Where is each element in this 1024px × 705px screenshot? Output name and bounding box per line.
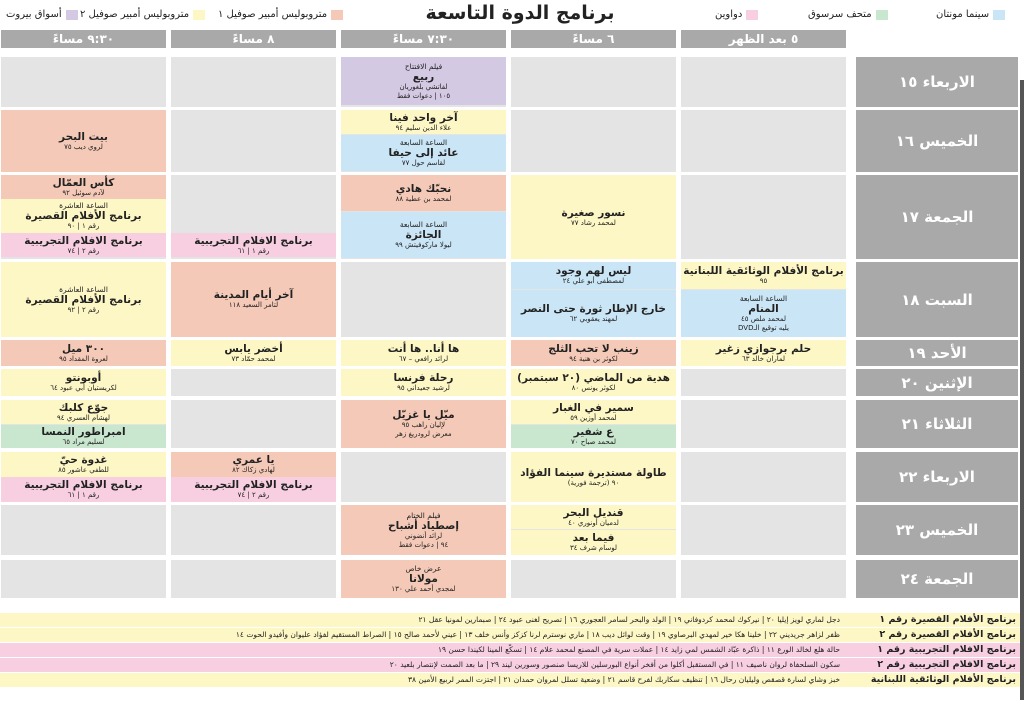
event-block[interactable] xyxy=(171,477,336,502)
event-title: آخر واحد فينا xyxy=(389,111,458,124)
grid-cell xyxy=(171,400,336,448)
legend-item xyxy=(80,9,205,20)
event-credit: لدميان أونوري ٤٠ xyxy=(568,518,619,527)
event-block[interactable] xyxy=(511,290,676,337)
event-title: طاولة مستديرة سينما الفؤاد xyxy=(520,466,667,479)
event-credit: لكريستيان أبي عبود ٦٤ xyxy=(50,384,117,392)
column-header: ٨ مساءً xyxy=(171,30,336,48)
event-extra: رقم ٢ | ٧٤ xyxy=(67,246,100,255)
event-title: رحلة فرنسا xyxy=(393,372,454,384)
event-title: ٣٠٠ ميل xyxy=(61,342,106,355)
legend-label: متروبوليس أمبير صوفيل ٢ xyxy=(80,9,190,20)
column-header: ٦ مساءً xyxy=(511,30,676,48)
event-extra: ١٠٥ | دعوات فقط xyxy=(396,91,451,100)
event-title: برنامج الافلام التجريبية xyxy=(24,479,143,491)
legend-swatch xyxy=(331,10,343,20)
day-header: الجمعة ٢٤ xyxy=(856,560,1018,598)
legend-label: متحف سرسوق xyxy=(808,9,872,20)
event-block[interactable] xyxy=(1,262,166,337)
event-small: الساعة السابعة xyxy=(739,294,788,303)
event-title: برنامج الأفلام الوثائقية اللبنانية xyxy=(683,265,844,277)
day-header: الخميس ١٦ xyxy=(856,110,1018,172)
event-block[interactable] xyxy=(171,233,336,257)
day-header: الخميس ٢٣ xyxy=(856,505,1018,555)
event-small: فيلم الافتتاح xyxy=(404,61,443,71)
event-block[interactable] xyxy=(171,262,336,337)
legend-item xyxy=(6,9,78,20)
event-credit: لسليم مراد ٦٥ xyxy=(62,438,105,446)
event-block[interactable] xyxy=(681,290,846,337)
legend-swatch xyxy=(193,10,205,20)
event-credit: لعروة المقداد ٩٥ xyxy=(59,354,108,363)
event-credit: لقاسم حول ٧٧ xyxy=(401,159,446,167)
event-block[interactable] xyxy=(511,425,676,448)
legend-swatch xyxy=(993,10,1005,20)
event-extra: رقم ١ | ٦١ xyxy=(237,246,270,255)
event-small: عرض خاص xyxy=(405,564,442,573)
day-header: الاربعاء ١٥ xyxy=(856,57,1018,107)
event-title: برنامج الأفلام القصيرة xyxy=(25,210,142,222)
event-title: آخر أيام المدينة xyxy=(213,289,294,301)
event-credit: لكوثر يونس ٨٠ xyxy=(571,384,616,392)
event-block[interactable] xyxy=(1,477,166,502)
grid-cell xyxy=(1,57,166,107)
event-title: نحبّك هادي xyxy=(395,182,452,195)
event-credit: لكوثر بن هنية ٩٤ xyxy=(569,354,618,363)
event-title: برنامج الافلام التجريبية xyxy=(194,479,313,491)
day-header: السبت ١٨ xyxy=(856,262,1018,337)
event-credit: لمحمد صباح ٧٠ xyxy=(570,438,617,446)
event-block[interactable] xyxy=(511,400,676,424)
event-title: ربيع xyxy=(412,70,435,83)
event-small: الساعة السابعة xyxy=(399,138,448,147)
event-block[interactable] xyxy=(1,369,166,396)
grid-cell xyxy=(681,452,846,502)
event-block[interactable] xyxy=(511,175,676,259)
grid-cell xyxy=(171,57,336,107)
day-header: الإثنين ٢٠ xyxy=(856,369,1018,396)
grid-cell xyxy=(171,369,336,396)
grid-cell xyxy=(171,505,336,555)
legend-label: سينما مونتان xyxy=(936,9,990,20)
grid-cell xyxy=(511,57,676,107)
event-block[interactable] xyxy=(511,530,676,555)
event-title: كأس العمّال xyxy=(52,176,115,189)
legend-swatch xyxy=(876,10,888,20)
event-block[interactable] xyxy=(341,560,506,598)
event-credit: لمحمد أوزين ٥٩ xyxy=(570,413,617,422)
legend-item xyxy=(218,9,343,20)
legend-label: دواوين xyxy=(715,9,743,20)
event-title: المنام xyxy=(748,303,779,315)
event-credit: لهشام العسري ٩٤ xyxy=(56,413,111,422)
grid-cell xyxy=(681,57,846,107)
day-header: الاربعاء ٢٢ xyxy=(856,452,1018,502)
right-edge-bar xyxy=(1020,80,1024,700)
program-label: برنامج الافلام التجريبية رقم ٢ xyxy=(846,658,1022,672)
event-credit: لمحمد حمّاد ٧٣ xyxy=(231,354,276,363)
event-small: الساعة العاشرة xyxy=(59,284,108,294)
event-block[interactable] xyxy=(341,369,506,396)
column-header: ٥ بعد الظهر xyxy=(681,30,846,48)
event-small: الساعة العاشرة xyxy=(59,201,108,210)
legend-swatch xyxy=(746,10,758,20)
event-title: مولانا xyxy=(409,573,438,585)
event-title: خارج الإطار ثورة حتى النصر xyxy=(521,303,666,315)
program-films: حالة هلع لخالد الورع ١١ | ذاكرة عبّاد الشمس لمي زايد ١٤ | عملات سرية في المصنع لمحمد علام ١٤ | تسكّع المينا لكيندا حسن ١٩ xyxy=(0,643,846,657)
event-title: بيت البحر xyxy=(59,130,108,143)
event-credit: لروي ديب ٧٥ xyxy=(64,142,103,151)
event-title: زينب لا تحب الثلج xyxy=(548,342,639,355)
day-header: الجمعة ١٧ xyxy=(856,175,1018,259)
event-extra: رقم ٢ | ٩٢ xyxy=(67,305,100,314)
event-block[interactable] xyxy=(681,262,846,289)
event-title: عائد إلى حيفا xyxy=(388,147,459,159)
event-credit: ٩٠ (ترجمة فورية) xyxy=(567,478,620,487)
program-label: برنامج الأفلام الوثائقية اللبنانية xyxy=(846,673,1022,687)
event-credit: لتامر السعيد ١١٨ xyxy=(228,301,279,309)
event-extra: يليه توقيع الـDVD xyxy=(738,324,789,332)
legend-swatch xyxy=(66,10,78,20)
event-title: ليس لهم وجود xyxy=(555,265,632,277)
program-films: سكون السلحفاة لروان ناصيف ١١ | في المستقبل أكلوا من أفخر أنواع البورسلين للاريسا صنصور وسورين ليند ٢٩ | ما بعد الصمت لإنتصار بلعيد ٢٠ xyxy=(0,658,846,672)
grid-cell xyxy=(681,369,846,396)
event-block[interactable] xyxy=(341,57,506,105)
grid-cell xyxy=(681,110,846,172)
event-block[interactable] xyxy=(681,340,846,366)
event-block[interactable] xyxy=(341,340,506,366)
grid-cell xyxy=(681,560,846,598)
event-credit: لآدم سوئيل ٩٢ xyxy=(62,188,105,197)
legend-item xyxy=(715,9,758,20)
legend-label: أسواق بيروت xyxy=(6,9,62,20)
event-credit: علاء الدين سليم ٩٤ xyxy=(395,123,452,132)
grid-cell xyxy=(511,560,676,598)
event-title: إصطياد أشباح xyxy=(388,519,459,532)
event-extra: رقم ١ | ٦١ xyxy=(67,491,100,499)
event-credit: لوسام شرف ٣٤ xyxy=(569,544,618,552)
event-small: الساعة السابعة xyxy=(399,220,448,229)
event-title: يا عمري xyxy=(232,454,275,466)
event-extra: معرض لرودريغ زهر xyxy=(395,430,452,438)
event-small: فيلم الختام xyxy=(406,510,441,520)
event-block[interactable] xyxy=(341,212,506,258)
event-block[interactable] xyxy=(171,340,336,366)
event-block[interactable] xyxy=(341,175,506,211)
event-title: ها أنا.. ها أنت xyxy=(387,342,460,355)
legend-item xyxy=(808,9,888,20)
event-credit: لمحمد رشاد ٧٧ xyxy=(571,218,616,227)
event-title: غدوة حيّ xyxy=(59,454,108,466)
event-block[interactable] xyxy=(511,262,676,289)
event-block[interactable] xyxy=(1,233,166,257)
program-label: برنامج الأفلام القصيرة رقم ١ xyxy=(846,613,1022,627)
event-credit: لرشيد جعيداني ٩٥ xyxy=(397,384,450,392)
event-block[interactable] xyxy=(511,505,676,529)
program-films: ظفر لزاهر جريديني ٢٢ | خلينا هكا خير لمهدي البرصاوي ١٩ | وقت لوائل ديب ١٨ | ماري نوسترم لرنا كزكز وأنس خلف ١٣ | عيني لأحمد صالح ١٥ | الصراط المستقيم لفؤاد عليوان وأفيدو الحوت ١٤ xyxy=(0,628,846,642)
event-title: جوّع كلبك xyxy=(58,401,109,414)
day-header: الأحد ١٩ xyxy=(856,340,1018,366)
event-block[interactable] xyxy=(1,199,166,233)
event-block[interactable] xyxy=(171,452,336,477)
grid-cell xyxy=(1,505,166,555)
grid-cell xyxy=(341,452,506,502)
day-header: الثلاثاء ٢١ xyxy=(856,400,1018,448)
grid-cell xyxy=(171,110,336,172)
program-films: خبز وشاي لسارة قصقص وليليان رحال ١٦ | تنظيف سكاربك لفرح قاسم ٢١ | وضعية تسلل لمروان حمدان ٢١ | اجتزت الممر لربيع الأمين ٣٨ xyxy=(0,673,846,687)
event-title: ميّل يا غزيّل xyxy=(392,409,455,421)
event-block[interactable] xyxy=(341,135,506,171)
grid-cell xyxy=(511,110,676,172)
event-credit: لمصطفى أبو علي ٢٤ xyxy=(562,277,625,285)
event-credit: لفاتشي بلغوريان xyxy=(399,82,448,91)
legend-item xyxy=(936,9,1005,20)
grid-cell xyxy=(171,560,336,598)
event-title: امبراطور النمسا xyxy=(41,426,126,438)
event-block[interactable] xyxy=(511,340,676,366)
event-title: أوبونتو xyxy=(65,372,102,384)
event-block[interactable] xyxy=(341,505,506,555)
event-block[interactable] xyxy=(1,425,166,448)
program-films: دجل لماري لويز إيليا ٢٠ | نيركوك لمحمد كردوفاني ١٩ | الولد والبحر لسامر العجوري ١٦ | تصريح لغنى عبود ٢٤ | صبمارين لمونيا عقل ٢١ xyxy=(0,613,846,627)
event-credit: لمحمد ملص ٤٥ xyxy=(740,315,787,323)
program-label: برنامج الافلام التجريبية رقم ١ xyxy=(846,643,1022,657)
grid-cell xyxy=(681,175,846,259)
column-header: ٧:٣٠ مساءً xyxy=(341,30,506,48)
event-extra: رقم ٢ | ٧٤ xyxy=(237,491,270,499)
event-block[interactable] xyxy=(341,110,506,134)
event-title: نسور صغيرة xyxy=(561,206,626,219)
column-header: ٩:٣٠ مساءً xyxy=(1,30,166,48)
event-title: ع شفير xyxy=(573,426,614,438)
event-title: الجائزة xyxy=(405,229,442,241)
event-block[interactable] xyxy=(1,400,166,424)
event-block[interactable] xyxy=(341,400,506,448)
event-credit: لمحمد بن عطية ٨٨ xyxy=(395,194,452,203)
event-credit: لمجدي أحمد علي ١٣٠ xyxy=(391,585,456,593)
event-title: أخضر يابس xyxy=(224,342,283,355)
event-block[interactable] xyxy=(511,452,676,502)
page-title: برنامج الدوة التاسعة xyxy=(425,2,615,24)
event-title: برنامج الافلام التجريبية xyxy=(194,234,313,247)
event-credit: لرائد أنضوني xyxy=(404,531,443,540)
grid-cell xyxy=(681,505,846,555)
event-title: برنامج الافلام التجريبية xyxy=(24,234,143,247)
event-extra: ٩٤ | دعوات فقط xyxy=(398,540,449,549)
grid-cell xyxy=(1,560,166,598)
grid-cell xyxy=(681,400,846,448)
event-block[interactable] xyxy=(511,369,676,396)
event-title: قنديل البحر xyxy=(563,506,624,519)
event-credit: لإليان راهب ٩٥ xyxy=(401,421,446,429)
event-title: فيما بعد xyxy=(572,532,615,544)
program-label: برنامج الأفلام القصيرة رقم ٢ xyxy=(846,628,1022,642)
event-block[interactable] xyxy=(1,452,166,477)
event-credit: لهادي زكاك ٨٢ xyxy=(232,466,275,474)
legend-label: متروبوليس أمبير صوفيل ١ xyxy=(218,9,328,20)
event-block[interactable] xyxy=(1,110,166,172)
event-title: سمير في الغبار xyxy=(553,401,634,414)
event-credit: ٩٥ xyxy=(759,277,768,285)
event-credit: ليولا ماركوفيتش ٩٩ xyxy=(395,241,452,249)
event-title: برنامج الأفلام القصيرة xyxy=(25,293,142,306)
event-credit: لمهند يعقوبي ٦٢ xyxy=(569,315,618,323)
grid-cell xyxy=(341,262,506,337)
event-title: حلم برجوازي زغير xyxy=(715,342,812,355)
event-credit: لرائد رافعي – ٦٧ xyxy=(398,354,449,363)
event-extra: رقم ١ | ٩٠ xyxy=(67,222,100,230)
event-block[interactable] xyxy=(1,340,166,366)
event-credit: لماران خالد ٦٣ xyxy=(741,354,786,363)
event-title: هدية من الماضي (٢٠ سبتمبر) xyxy=(517,372,670,384)
event-block[interactable] xyxy=(1,175,166,199)
event-credit: للطفي عاشور ٨٥ xyxy=(58,466,109,474)
